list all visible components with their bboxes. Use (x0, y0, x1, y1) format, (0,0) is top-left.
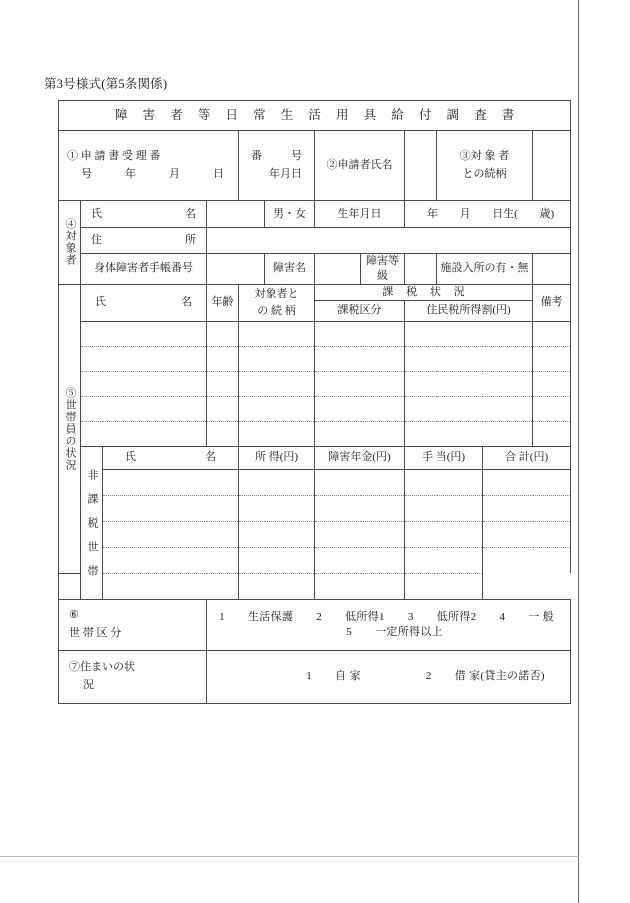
nontaxable-name-header-a: 氏 (125, 451, 136, 464)
household-age-cell[interactable] (207, 421, 239, 446)
item3-relation-label (437, 131, 533, 201)
section7-label (59, 650, 207, 703)
nontaxable-income-cell[interactable] (239, 521, 315, 547)
section7-option-num-1: 1 (306, 670, 313, 683)
nontaxable-income-cell[interactable] (239, 495, 315, 521)
household-name-header-b: 名 (181, 296, 192, 309)
household-name-header (81, 284, 207, 321)
household-remarks-header: 備考 (533, 284, 571, 321)
household-category-row (59, 599, 571, 650)
household-tax-category-cell[interactable] (315, 421, 405, 446)
receipt-number-label-a: 番 (251, 150, 262, 163)
birth-year-unit: 年 (427, 207, 438, 220)
household-name-cell[interactable] (81, 421, 207, 446)
form-title-row (59, 101, 571, 131)
household-name-cell[interactable] (81, 371, 207, 396)
nontaxable-allowance-cell[interactable] (405, 521, 483, 547)
household-row (59, 371, 571, 396)
household-name-cell[interactable] (81, 321, 207, 346)
target-name-label-a: 氏 (91, 207, 102, 220)
household-resident-tax-cell[interactable] (405, 321, 533, 346)
nontaxable-row (59, 573, 571, 599)
target-birthdate-label: 生年月日 (315, 201, 405, 228)
receipt-number-field[interactable] (239, 131, 315, 201)
nontaxable-pension-cell[interactable] (239, 573, 315, 599)
investigation-form-table (58, 100, 571, 704)
receipt-date-label: 年月日 (269, 167, 302, 180)
section5-label-text: ⑤世帯員の状況 (64, 386, 76, 471)
disability-grade-field[interactable] (405, 254, 437, 285)
nontaxable-income-cell[interactable] (239, 469, 315, 495)
section6-option-num-4: 4 (499, 610, 506, 623)
household-name-cell[interactable] (81, 346, 207, 371)
nontaxable-row (59, 547, 571, 573)
nontaxable-income-cell[interactable] (239, 547, 315, 573)
household-remarks-cell[interactable] (533, 321, 571, 346)
item1-label-month: 月 (169, 167, 180, 180)
target-name-label-b: 名 (185, 207, 196, 220)
target-handbook-row (59, 254, 571, 285)
household-resident-tax-cell[interactable] (405, 421, 533, 446)
target-address-field[interactable] (207, 228, 571, 254)
item2-applicant-name-field[interactable] (405, 131, 437, 201)
household-relation-cell[interactable] (239, 421, 315, 446)
section6-number: ⑥ (69, 609, 79, 622)
nontaxable-name-header (103, 446, 239, 469)
disability-grade-label: 障害等級 (361, 254, 405, 285)
nontaxable-name-cell[interactable] (103, 547, 239, 573)
housing-status-row (59, 650, 571, 703)
nontaxable-total-cell[interactable] (483, 495, 571, 521)
section6-option-text-2[interactable]: 低所得1 (345, 610, 385, 623)
household-relation-header (239, 284, 315, 321)
section6-option-text-1[interactable]: 生活保護 (247, 610, 294, 623)
household-tax-category-cell[interactable] (315, 371, 405, 396)
nontaxable-allowance-header: 手 当(円) (405, 446, 483, 469)
section4-label-text: ④対象者 (64, 218, 76, 267)
target-birthdate-field[interactable] (405, 201, 571, 228)
item1-label-year: 年 (125, 167, 136, 180)
section6-option-num-5: 5 (346, 625, 353, 638)
nontaxable-allowance-cell[interactable] (405, 495, 483, 521)
household-tax-category-cell[interactable] (315, 346, 405, 371)
household-relation-cell[interactable] (239, 371, 315, 396)
household-remarks-cell[interactable] (533, 371, 571, 396)
disability-name-label: 障害名 (265, 254, 315, 285)
section6-option-num-3: 3 (407, 610, 414, 623)
household-relation-cell[interactable] (239, 396, 315, 421)
nontaxable-header-row (59, 446, 571, 469)
handbook-number-field[interactable] (207, 254, 265, 285)
nontaxable-allowance-cell[interactable] (405, 547, 483, 573)
receipt-row (59, 131, 571, 201)
section7-label-line1: ⑦住まいの状 (69, 661, 135, 674)
nontaxable-total-cell[interactable] (483, 547, 571, 573)
household-age-cell[interactable] (207, 371, 239, 396)
household-name-header-a: 氏 (95, 296, 106, 309)
nontaxable-allowance-cell[interactable] (315, 573, 405, 599)
household-row (59, 421, 571, 446)
nontaxable-row (59, 469, 571, 495)
nontaxable-total-cell[interactable] (405, 573, 483, 599)
household-remarks-cell[interactable] (533, 421, 571, 446)
form-number-label: 第3号様式(第5条関係) (44, 77, 168, 91)
section6-option-num-1: 1 (219, 610, 225, 623)
item3-label-line2: との続柄 (462, 167, 507, 180)
section7-option-num-2: 2 (425, 670, 432, 683)
section5-vertical-label (59, 284, 81, 573)
item1-label-no: 号 (81, 167, 92, 180)
section7-option-text-1[interactable]: 自 家 (335, 670, 361, 683)
nontaxable-allowance-cell[interactable] (405, 469, 483, 495)
section6-option-text-3[interactable]: 低所得2 (436, 610, 477, 623)
target-address-row (59, 228, 571, 254)
item2-applicant-name-label: ②申請者氏名 (315, 131, 405, 201)
nontaxable-pension-cell[interactable] (315, 521, 405, 547)
household-relation-cell[interactable] (239, 346, 315, 371)
receipt-number-label-b: 号 (291, 150, 302, 163)
household-tax-category-cell[interactable] (315, 321, 405, 346)
nontaxable-pension-cell[interactable] (315, 547, 405, 573)
household-age-cell[interactable] (207, 396, 239, 421)
nontaxable-total-cell[interactable] (483, 521, 571, 547)
item1-label-day: 日 (213, 167, 224, 180)
item1-label-line1: ① 申 請 書 受 理 番 (67, 150, 161, 163)
household-relation-cell[interactable] (239, 321, 315, 346)
birth-day-unit: 日生( (492, 207, 518, 220)
section7-option-text-2[interactable]: 借 家(貸主の諾否) (454, 670, 545, 683)
household-remarks-cell[interactable] (533, 396, 571, 421)
household-row (59, 346, 571, 371)
nontaxable-name-cell[interactable] (103, 521, 239, 547)
household-row (59, 321, 571, 346)
section4-vertical-label (59, 201, 81, 285)
nontaxable-income-header: 所 得(円) (239, 446, 315, 469)
household-relation-header-line1: 対象者と (254, 287, 299, 300)
item3-relation-field[interactable] (533, 131, 571, 201)
target-name-row (59, 201, 571, 228)
facility-admission-field[interactable] (533, 254, 571, 285)
target-gender-label[interactable]: 男・女 (265, 201, 315, 228)
nontaxable-row (59, 495, 571, 521)
nontaxable-total-header: 合 計(円) (483, 446, 571, 469)
tax-status-header: 課 税 状 況 (315, 284, 533, 300)
household-row (59, 396, 571, 421)
household-remarks-cell[interactable] (533, 346, 571, 371)
section7-label-line2: 況 (83, 678, 94, 691)
target-name-label (81, 201, 207, 228)
section6-options (207, 599, 571, 650)
nontaxable-name-cell[interactable] (103, 469, 239, 495)
household-name-cell[interactable] (81, 396, 207, 421)
nontaxable-pension-header: 障害年金(円) (315, 446, 405, 469)
household-relation-header-line2: の 続 柄 (257, 304, 296, 317)
household-age-cell[interactable] (207, 346, 239, 371)
household-resident-tax-cell[interactable] (405, 346, 533, 371)
item1-receipt-label (59, 131, 239, 201)
section6-option-num-2: 2 (316, 610, 323, 623)
facility-admission-label: 施設入所の有・無 (437, 254, 533, 285)
nontaxable-row (59, 521, 571, 547)
birth-month-unit: 月 (459, 207, 471, 220)
nontaxable-pension-cell[interactable] (315, 495, 405, 521)
section6-option-text-5[interactable]: 一定所得以上 (375, 625, 443, 638)
nontaxable-pension-cell[interactable] (315, 469, 405, 495)
target-address-label-a: 住 (91, 234, 102, 247)
household-header-row-1 (59, 284, 571, 300)
disability-name-field[interactable] (315, 254, 361, 285)
resident-tax-header: 住民税所得割(円) (405, 300, 533, 321)
item3-label-line1: ③対 象 者 (459, 150, 510, 163)
nontaxable-name-header-b: 名 (205, 451, 216, 464)
household-resident-tax-cell[interactable] (405, 396, 533, 421)
section7-options (207, 650, 571, 703)
target-address-label (81, 228, 207, 254)
nontaxable-total-cell[interactable] (483, 469, 571, 495)
birth-age-unit: 歳) (539, 207, 555, 220)
nontaxable-income-cell[interactable] (103, 573, 239, 599)
household-tax-category-cell[interactable] (315, 396, 405, 421)
section6-label (59, 599, 207, 650)
section6-label-text: 世 帯 区 分 (69, 626, 122, 639)
form-title: 障 害 者 等 日 常 生 活 用 具 給 付 調 査 書 (59, 101, 571, 131)
household-age-cell[interactable] (207, 321, 239, 346)
nontaxable-name-cell[interactable] (103, 495, 239, 521)
page-edge-right (578, 0, 579, 903)
target-name-field[interactable] (207, 201, 265, 228)
handbook-number-label: 身体障害者手帳番号 (81, 254, 207, 285)
tax-category-header: 課税区分 (315, 300, 405, 321)
household-resident-tax-cell[interactable] (405, 371, 533, 396)
target-address-label-b: 所 (185, 234, 196, 247)
page-edge-bottom (0, 856, 579, 857)
household-age-header: 年齢 (207, 284, 239, 321)
section6-option-text-4[interactable]: 一 般 (528, 610, 555, 623)
nontaxable-label-text: 非課税世帯 (86, 469, 98, 590)
